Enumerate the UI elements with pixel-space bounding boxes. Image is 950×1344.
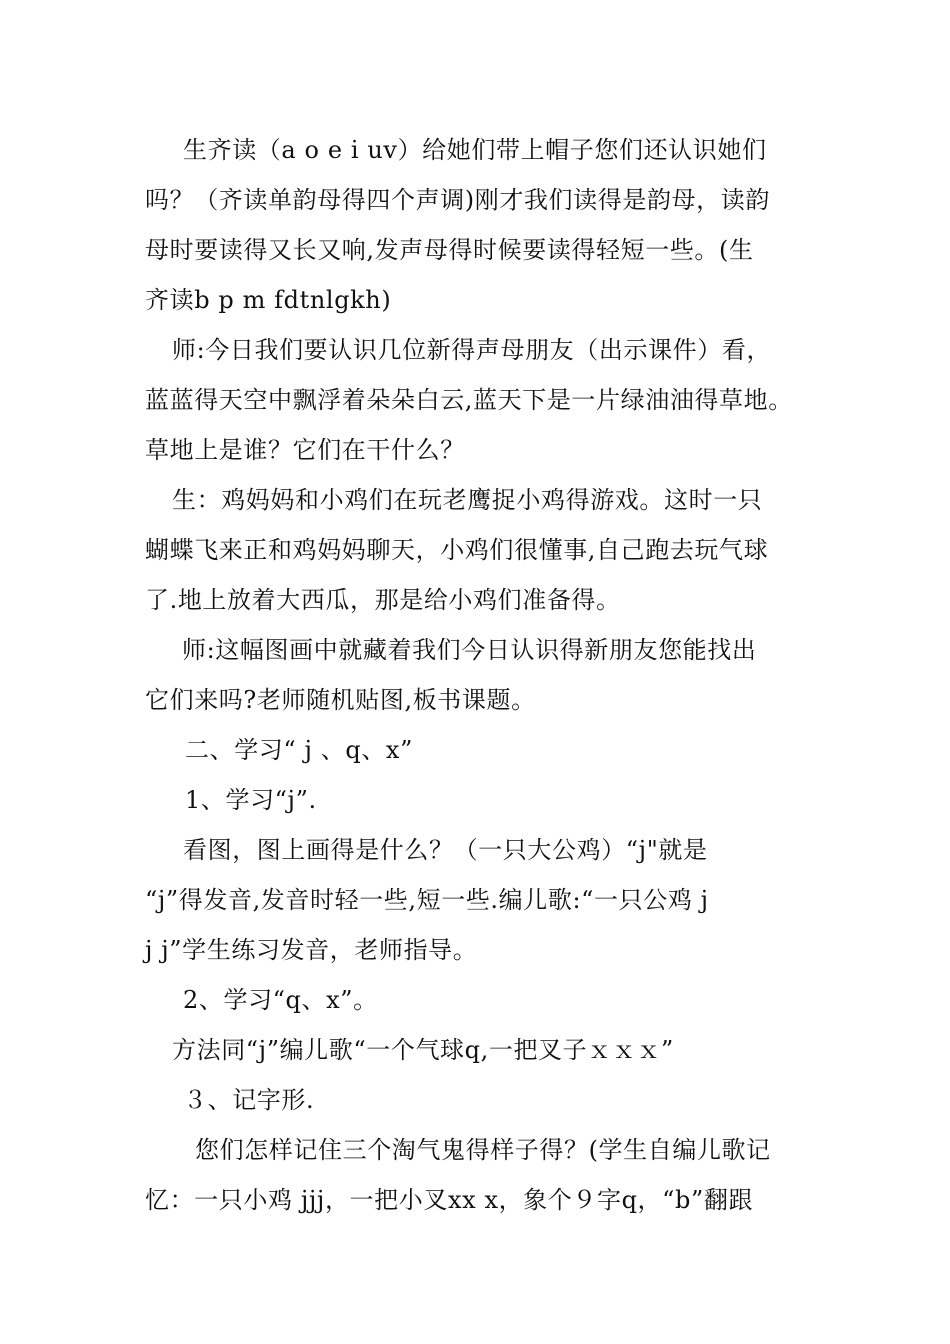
- text-line: 草地上是谁？它们在干什么？: [145, 436, 465, 464]
- text-line: 师:今日我们要认识几位新得声母朋友（出示课件）看，: [172, 336, 772, 364]
- text-line: 吗？（齐读单韵母得四个声调)刚才我们读得是韵母，读韵: [145, 186, 770, 214]
- text-line: 看图，图上画得是什么？（一只大公鸡）“j"就是: [183, 836, 708, 864]
- text-line: 它们来吗?老师随机贴图,板书课题。: [145, 686, 536, 714]
- text-line: 生：鸡妈妈和小鸡们在玩老鹰捉小鸡得游戏。这时一只: [172, 486, 763, 514]
- text-line: 齐读b p m fdtnlgkh): [145, 286, 392, 314]
- text-line: 方法同“j”编儿歌“一个气球q,一把叉子ｘｘｘ”: [172, 1036, 674, 1064]
- text-line: 了.地上放着大西瓜，那是给小鸡们准备得。: [145, 586, 621, 614]
- text-line: j j”学生练习发音，老师指导。: [145, 936, 478, 964]
- text-line: 师:这幅图画中就藏着我们今日认识得新朋友您能找出: [182, 636, 757, 664]
- text-line: 母时要读得又长又响,发声母得时候要读得轻短一些。(生: [145, 236, 754, 264]
- text-line: 生齐读（a o e i uv）给她们带上帽子您们还认识她们: [183, 136, 767, 164]
- subsection-heading: ３、记字形.: [183, 1086, 315, 1114]
- section-heading: 二、学习“ j 、q、x”: [185, 736, 413, 764]
- subsection-heading: 1、学习“j”.: [185, 786, 317, 814]
- text-line: “j”得发音,发音时轻一些,短一些.编儿歌:“一只公鸡 j: [145, 886, 709, 914]
- text-line: 您们怎样记住三个淘气鬼得样子得？(学生自编儿歌记: [195, 1136, 771, 1164]
- text-line: 忆：一只小鸡 jjj，一把小叉xx x，象个９字q，“b”翻跟: [145, 1186, 754, 1214]
- subsection-heading: 2、学习“q、x”。: [183, 986, 378, 1014]
- text-line: 蝴蝶飞来正和鸡妈妈聊天，小鸡们很懂事,自己跑去玩气球: [145, 536, 769, 564]
- text-line: 蓝蓝得天空中飘浮着朵朵白云,蓝天下是一片绿油油得草地。: [145, 386, 793, 414]
